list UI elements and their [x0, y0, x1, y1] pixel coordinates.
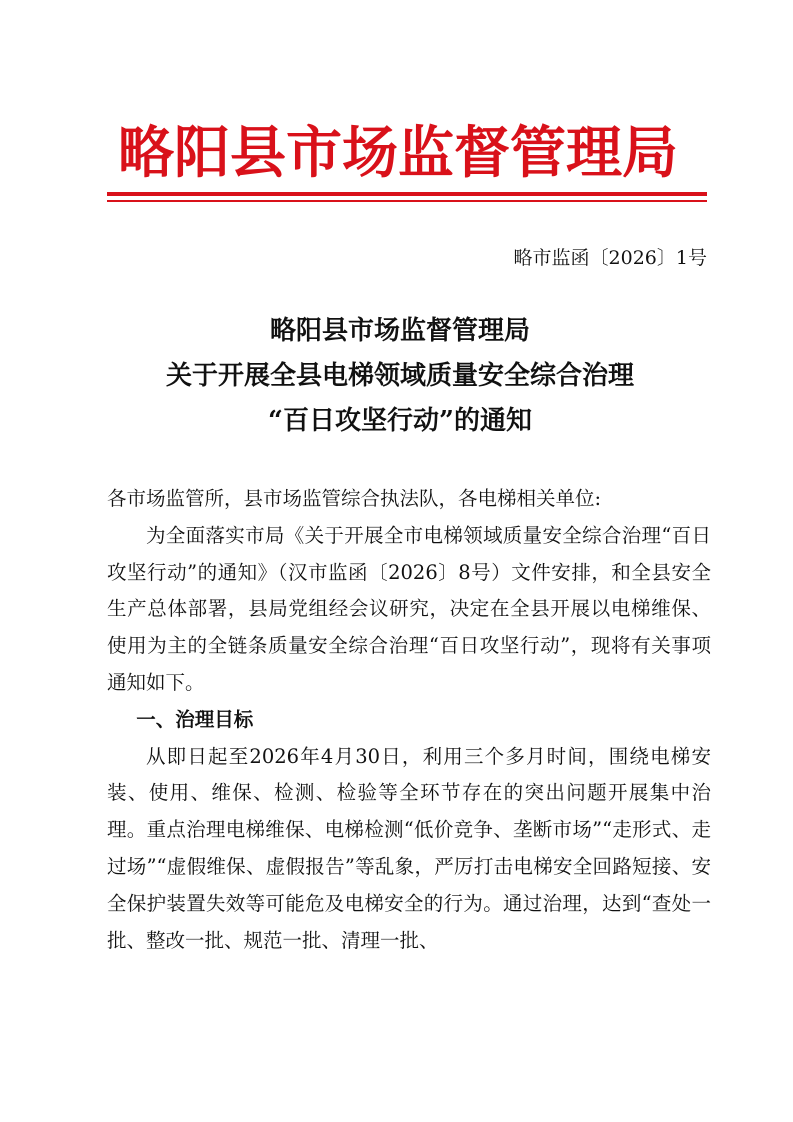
section-goals-paragraph: 从即日起至2026年4月30日，利用三个多月时间，围绕电梯安装、使用、维保、检测、检验等全环节存在的突出问题开展集中治理。重点治理电梯维保、电梯检测“低价竞争、垄断市场”“走形式、走过场”“虚假维保、虚假报告”等乱象，严厉打击电梯安全回路短接、安全保护装置失效等可能危及电梯安全的行为。通过治理，达到“查处一批、整改一批、规范一批、清理一批、 — [107, 744, 711, 952]
section-heading-goals: 一、治理目标 — [136, 707, 254, 731]
document-body — [107, 481, 711, 959]
notice-title — [100, 309, 700, 444]
notice-title-line-1: 略阳县市场监督管理局 — [269, 316, 530, 346]
document-number: 略市监函〔2026〕1号 — [513, 247, 707, 269]
letterhead-rule-thin — [107, 200, 707, 202]
notice-title-line-3: “百日攻坚行动”的通知 — [268, 406, 532, 436]
intro-paragraph: 为全面落实市局《关于开展全市电梯领域质量安全综合治理“百日攻坚行动”的通知》（汉市监函〔2026〕8号）文件安排，和全县安全生产总体部署，县局党组经会议研究，决定在全县开展以电梯维保、使用为主的全链条质量安全综合治理“百日攻坚行动”，现将有关事项通知如下。 — [107, 523, 711, 694]
letterhead-rule-thick — [107, 192, 707, 196]
notice-title-line-2: 关于开展全县电梯领域质量安全综合治理 — [165, 361, 634, 391]
agency-letterhead-title: 略阳县市场监督管理局 — [118, 120, 678, 186]
recipients-line: 各市场监管所，县市场监管综合执法队，各电梯相关单位: — [107, 487, 602, 510]
